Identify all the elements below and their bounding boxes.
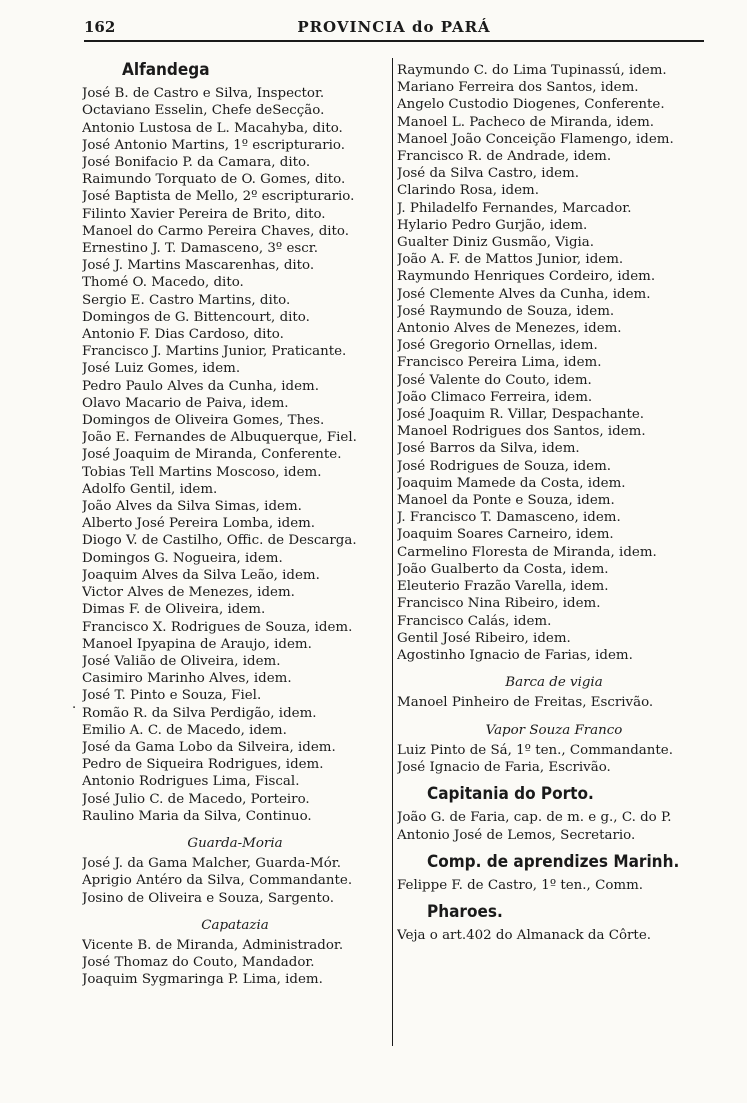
section-vapor-title: Vapor Souza Franco <box>485 722 623 738</box>
list-item: Manoel do Carmo Pereira Chaves, dito. <box>82 223 350 239</box>
list-item: J. Francisco T. Damasceno, idem. <box>397 510 621 526</box>
list-item: Joaquim Mamede da Costa, idem. <box>397 475 626 491</box>
list-item: Veja o art.402 do Almanack da Côrte. <box>397 928 651 944</box>
list-item: Tobias Tell Martins Moscoso, idem. <box>82 464 322 480</box>
list-item: Dimas F. de Oliveira, idem. <box>82 602 266 618</box>
section-aprendizes <box>397 851 711 894</box>
list-item: Raymundo Henriques Cordeiro, idem. <box>397 269 656 285</box>
list-item: João G. de Faria, cap. de m. e g., C. do P. <box>397 810 672 826</box>
list-item: José Joaquim R. Villar, Despachante. <box>397 407 645 423</box>
list-item: Agostinho Ignacio de Farias, idem. <box>397 647 633 663</box>
list-item: Antonio José de Lemos, Secretario. <box>397 827 636 843</box>
list-item: José J. Martins Mascarenhas, dito. <box>82 258 315 274</box>
list-item: Victor Alves de Menezes, idem. <box>82 585 295 601</box>
list-item: Emilio A. C. de Macedo, idem. <box>82 722 287 738</box>
list-item: Gentil José Ribeiro, idem. <box>397 630 571 646</box>
list-item: José da Gama Lobo da Silveira, idem. <box>82 739 336 755</box>
list-item: João Alves da Silva Simas, idem. <box>82 499 302 515</box>
list-item: Aprigio Antéro da Silva, Commandante. <box>82 873 353 889</box>
list-item: Raimundo Torquato de O. Gomes, dito. <box>82 172 346 188</box>
list-item: Hylario Pedro Gurjão, idem. <box>397 217 588 233</box>
list-item: José Clemente Alves da Cunha, idem. <box>397 286 651 302</box>
section-capitania <box>397 786 711 844</box>
section-guarda-moria <box>82 835 388 907</box>
list-item: José Joaquim de Miranda, Conferente. <box>82 447 342 463</box>
list-item: Octaviano Esselin, Chefe deSecção. <box>82 103 325 119</box>
list-item: Thomé O. Macedo, dito. <box>82 275 244 291</box>
list-item: Vicente B. de Miranda, Administrador. <box>82 937 344 953</box>
list-item: Manoel da Ponte e Souza, idem. <box>397 493 615 509</box>
list-item: João Climaco Ferreira, idem. <box>397 389 593 405</box>
column-divider <box>392 58 393 1046</box>
list-item: Antonio Alves de Menezes, idem. <box>397 321 622 337</box>
list-item: José Antonio Martins, 1º escripturario. <box>82 137 345 153</box>
list-item: José T. Pinto e Souza, Fiel. <box>82 688 262 704</box>
list-item: José Bonifacio P. da Camara, dito. <box>82 155 311 171</box>
list-item: João E. Fernandes de Albuquerque, Fiel. <box>82 430 357 446</box>
list-item: José Raymundo de Souza, idem. <box>397 303 615 319</box>
list-item: Francisco Pereira Lima, idem. <box>397 355 602 371</box>
list-item: Luiz Pinto de Sá, 1º ten., Commandante. <box>397 742 673 758</box>
list-item: Domingos de Oliveira Gomes, Thes. <box>82 413 325 429</box>
list-item: Clarindo Rosa, idem. <box>397 183 539 199</box>
list-item: Pedro de Siqueira Rodrigues, idem. <box>82 757 324 773</box>
section-pharoes <box>397 904 711 944</box>
list-item: Olavo Macario de Paiva, idem. <box>82 395 289 411</box>
list-item: Casimiro Marinho Alves, idem. <box>82 671 292 687</box>
list-item: Carmelino Floresta de Miranda, idem. <box>397 544 657 560</box>
section-capitania-title: Capitania do Porto. <box>427 784 594 805</box>
list-item: Manoel Pinheiro de Freitas, Escrivão. <box>397 695 654 711</box>
list-item: José Rodrigues de Souza, idem. <box>397 458 612 474</box>
list-item: José Ignacio de Faria, Escrivão. <box>397 759 611 775</box>
list-item: Diogo V. de Castilho, Offic. de Descarga. <box>82 533 357 549</box>
print-mark: . <box>72 697 77 712</box>
list-item: Josino de Oliveira e Souza, Sargento. <box>82 890 334 906</box>
list-item: José Baptista de Mello, 2º escripturario. <box>82 189 355 205</box>
section-barca-de-vigia <box>397 674 711 711</box>
section-alfandega-title: Alfandega <box>122 60 210 80</box>
list-item: José J. da Gama Malcher, Guarda-Mór. <box>82 856 341 872</box>
list-item: José Julio C. de Macedo, Porteiro. <box>82 791 310 807</box>
list-item: Joaquim Alves da Silva Leão, idem. <box>82 567 320 583</box>
list-item: Antonio Rodrigues Lima, Fiscal. <box>82 774 300 790</box>
left-column <box>82 62 388 999</box>
section-barca-de-vigia-title: Barca de vigia <box>505 675 603 691</box>
right-column <box>397 62 711 955</box>
list-item: Francisco J. Martins Junior, Praticante. <box>82 344 347 360</box>
page-number: 162 <box>84 18 116 36</box>
list-item: José B. de Castro e Silva, Inspector. <box>82 86 325 102</box>
list-item: Felippe F. de Castro, 1º ten., Comm. <box>397 877 644 893</box>
list-item: Raymundo C. do Lima Tupinassú, idem. <box>397 63 667 78</box>
list-item: João A. F. de Mattos Junior, idem. <box>397 252 624 268</box>
list-item: Romão R. da Silva Perdigão, idem. <box>82 705 317 721</box>
list-item: José da Silva Castro, idem. <box>397 166 580 182</box>
list-item: Joaquim Sygmaringa P. Lima, idem. <box>82 972 323 988</box>
list-item: Sergio E. Castro Martins, dito. <box>82 292 291 308</box>
list-item: Francisco Nina Ribeiro, idem. <box>397 596 601 612</box>
list-item: Alberto José Pereira Lomba, idem. <box>82 516 316 532</box>
list-item: Ernestino J. T. Damasceno, 3º escr. <box>82 241 318 257</box>
list-item: Manoel Rodrigues dos Santos, idem. <box>397 424 646 440</box>
list-item: José Luiz Gomes, idem. <box>82 361 241 377</box>
list-item: Francisco R. de Andrade, idem. <box>397 149 612 165</box>
section-capatazia <box>82 917 388 989</box>
section-aprendizes-title: Comp. de aprendizes Marinh. <box>427 851 680 872</box>
list-item: Pedro Paulo Alves da Cunha, idem. <box>82 378 319 394</box>
section-alfandega-continued <box>397 62 711 664</box>
running-title: PROVINCIA do PARÁ <box>297 18 491 36</box>
section-guarda-moria-title: Guarda-Moria <box>187 835 283 851</box>
list-item: Manoel L. Pacheco de Miranda, idem. <box>397 114 655 130</box>
list-item: João Gualberto da Costa, idem. <box>397 561 609 577</box>
section-capatazia-title: Capatazia <box>201 917 269 933</box>
list-item: Antonio F. Dias Cardoso, dito. <box>82 327 284 343</box>
section-alfandega <box>82 62 388 825</box>
list-item: J. Philadelfo Fernandes, Marcador. <box>397 200 632 216</box>
list-item: Francisco Calás, idem. <box>397 613 552 629</box>
list-item: José Thomaz do Couto, Mandador. <box>82 955 315 971</box>
list-item: Mariano Ferreira dos Santos, idem. <box>397 80 639 96</box>
list-item: Francisco X. Rodrigues de Souza, idem. <box>82 619 353 635</box>
list-item: Raulino Maria da Silva, Continuo. <box>82 808 312 824</box>
list-item: José Gregorio Ornellas, idem. <box>397 338 598 354</box>
list-item: Adolfo Gentil, idem. <box>82 481 218 497</box>
list-item: Gualter Diniz Gusmão, Vigia. <box>397 235 595 251</box>
list-item: Angelo Custodio Diogenes, Conferente. <box>397 97 665 113</box>
list-item: Eleuterio Frazão Varella, idem. <box>397 579 609 595</box>
list-item: Joaquim Soares Carneiro, idem. <box>397 527 614 543</box>
list-item: Manoel João Conceição Flamengo, idem. <box>397 131 674 147</box>
list-item: José Valente do Couto, idem. <box>397 372 592 388</box>
list-item: Filinto Xavier Pereira de Brito, dito. <box>82 206 326 222</box>
section-pharoes-title: Pharoes. <box>427 902 503 923</box>
list-item: Manoel Ipyapina de Araujo, idem. <box>82 636 312 652</box>
page-header <box>84 14 704 42</box>
list-item: Antonio Lustosa de L. Macahyba, dito. <box>82 120 343 136</box>
list-item: Domingos G. Nogueira, idem. <box>82 550 283 566</box>
list-item: Domingos de G. Bittencourt, dito. <box>82 309 310 325</box>
list-item: José Valião de Oliveira, idem. <box>82 653 281 669</box>
section-vapor <box>397 722 711 777</box>
list-item: José Barros da Silva, idem. <box>397 441 580 457</box>
